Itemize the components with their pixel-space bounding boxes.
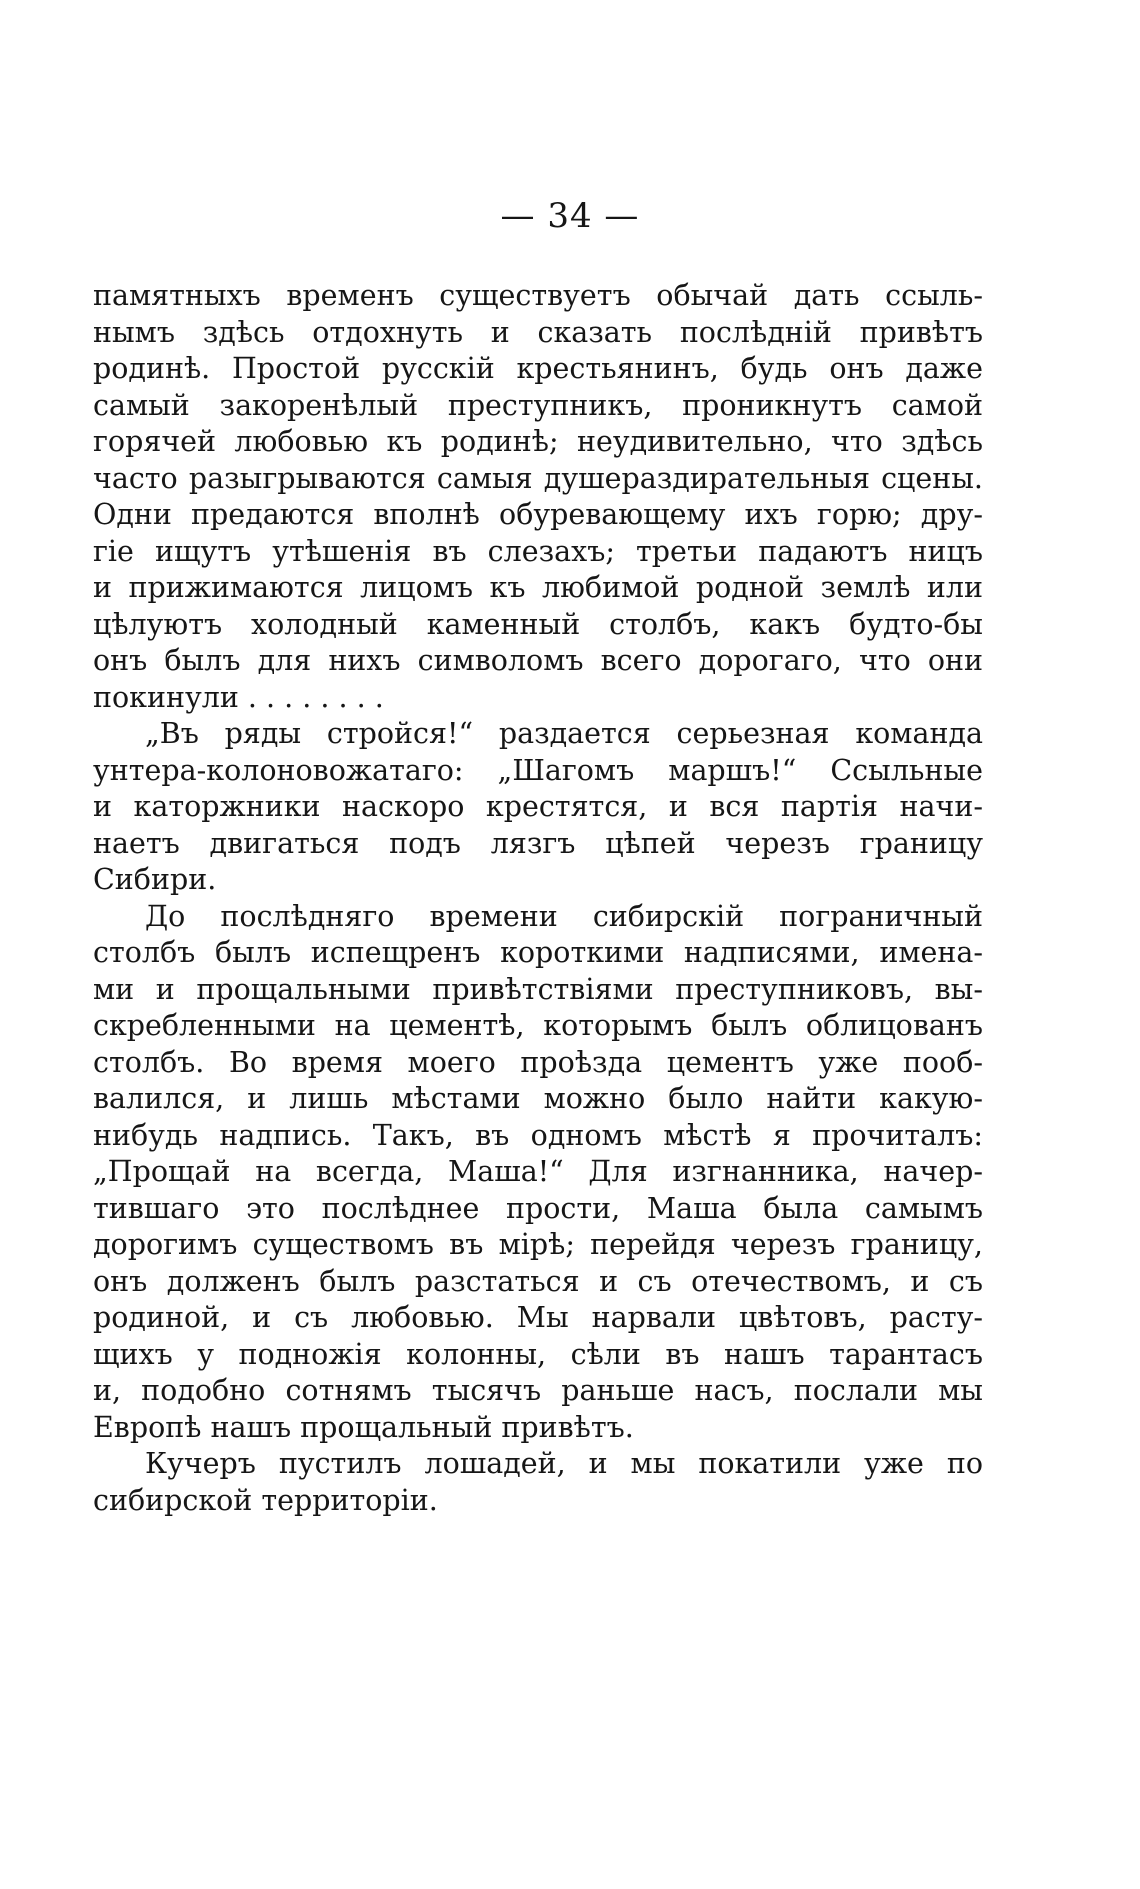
text-line: и, подобно сотнямъ тысячъ раньше насъ, послали мы bbox=[93, 1374, 983, 1407]
text-line: горячей любовью къ родинѣ; неудивительно, что здѣсь bbox=[93, 425, 983, 458]
text-line: „Прощай на всегда, Маша!“ Для изгнанника, начер- bbox=[93, 1155, 983, 1188]
text-line: и каторжники наскоро крестятся, и вся партія начи- bbox=[93, 790, 983, 823]
text-line: Кучеръ пустилъ лошадей, и мы покатили уже по bbox=[145, 1447, 983, 1480]
text-line: унтера-колоновожатаго: „Шагомъ маршъ!“ Ссыльные bbox=[93, 753, 983, 787]
text-line: сибирской территоріи. bbox=[93, 1483, 438, 1517]
text-line: Европѣ нашъ прощальный привѣтъ. bbox=[93, 1410, 634, 1444]
text-line: „Въ ряды стройся!“ раздается серьезная команда bbox=[145, 717, 983, 750]
text-line: столбъ былъ испещренъ короткими надписями, имена- bbox=[93, 936, 983, 969]
text-line: валился, и лишь мѣстами можно было найти какую- bbox=[93, 1082, 983, 1115]
text-line: самый закоренѣлый преступникъ, проникнутъ самой bbox=[93, 388, 983, 422]
text-line: Одни предаются вполнѣ обуревающему ихъ горю; дру- bbox=[93, 498, 983, 531]
text-line: До послѣдняго времени сибирскій пограничный bbox=[145, 899, 983, 933]
paragraph bbox=[93, 278, 983, 716]
text-line: онъ былъ для нихъ символомъ всего дорогаго, что они bbox=[93, 644, 983, 677]
paragraph bbox=[93, 1446, 983, 1519]
text-line: памятныхъ временъ существуетъ обычай дать ссыль- bbox=[93, 279, 983, 312]
text-line: часто разыгрываются самыя душераздирательныя сцены. bbox=[93, 461, 983, 495]
text-line: нибудь надпись. Такъ, въ одномъ мѣстѣ я прочиталъ: bbox=[93, 1118, 983, 1152]
text-line: родиной, и съ любовью. Мы нарвали цвѣтовъ, расту- bbox=[93, 1301, 983, 1334]
text-line: наетъ двигаться подъ лязгъ цѣпей черезъ границу bbox=[93, 826, 983, 860]
text-line: щихъ у подножія колонны, сѣли въ нашъ тарантасъ bbox=[93, 1337, 983, 1371]
text-line: родинѣ. Простой русскій крестьянинъ, будь онъ даже bbox=[93, 352, 983, 385]
text-line: дорогимъ существомъ въ мірѣ; перейдя черезъ границу, bbox=[93, 1228, 983, 1261]
paragraph bbox=[93, 716, 983, 899]
text-line: столбъ. Во время моего проѣзда цементъ уже пооб- bbox=[93, 1045, 983, 1079]
text-line: скребленными на цементѣ, которымъ былъ облицованъ bbox=[93, 1009, 983, 1042]
text-line: Сибири. bbox=[93, 863, 217, 896]
text-line: покинули . . . . . . . . bbox=[93, 680, 384, 714]
text-line: гіе ищутъ утѣшенія въ слезахъ; третьи падаютъ ницъ bbox=[93, 534, 983, 568]
text-line: онъ долженъ былъ разстаться и съ отечествомъ, и съ bbox=[93, 1264, 983, 1298]
text-line: нымъ здѣсь отдохнуть и сказать послѣдній привѣтъ bbox=[93, 315, 983, 349]
text-line: тившаго это послѣднее прости, Маша была самымъ bbox=[93, 1191, 983, 1225]
page-number: — 34 — bbox=[500, 196, 640, 236]
text-line: цѣлуютъ холодный каменный столбъ, какъ будто-бы bbox=[93, 607, 983, 641]
text-line: ми и прощальными привѣтствіями преступниковъ, вы- bbox=[93, 972, 983, 1006]
page-text bbox=[93, 278, 983, 1519]
text-line: и прижимаются лицомъ къ любимой родной землѣ или bbox=[93, 571, 983, 604]
paragraph bbox=[93, 899, 983, 1447]
